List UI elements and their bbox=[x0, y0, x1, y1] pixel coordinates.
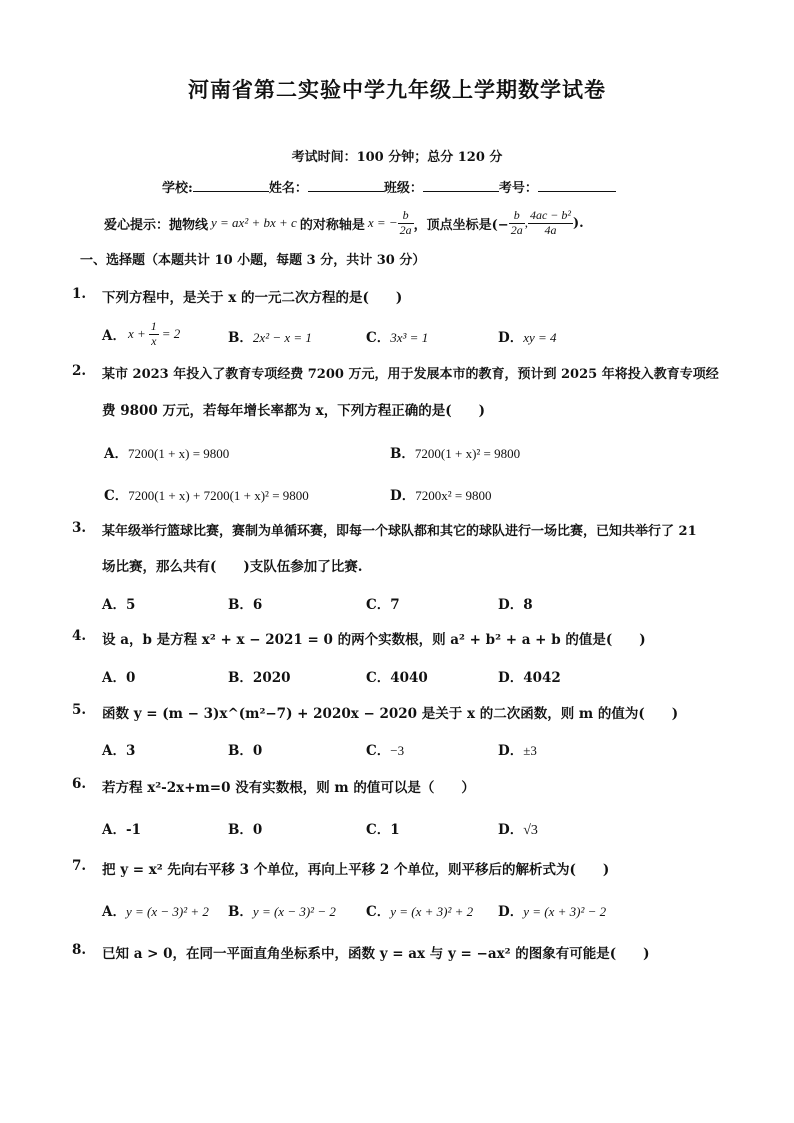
question-7-text: 把 y = x² 先向右平移 3 个单位，再向上平移 2 个单位，则平移后的解析式为( ) bbox=[102, 862, 610, 878]
school-label: 学校: bbox=[162, 181, 193, 196]
vx-den: 2a bbox=[510, 222, 523, 237]
option-math: y = (x − 3)² + 2 bbox=[125, 904, 209, 919]
option-math: xy = 4 bbox=[523, 330, 557, 345]
option-label: B． bbox=[228, 330, 253, 346]
option-math: 3x³ = 1 bbox=[390, 330, 429, 345]
axis-num: b bbox=[398, 209, 414, 223]
option-label: C． bbox=[366, 822, 391, 838]
q4-option-a[interactable] bbox=[102, 666, 135, 686]
option-value: -1 bbox=[125, 822, 141, 838]
option-label: A． bbox=[104, 446, 128, 462]
question-2-text-line-2: 费 9800 万元，若每年增长率都为 x，下列方程正确的是( ) bbox=[102, 403, 485, 419]
option-label: C． bbox=[366, 670, 391, 686]
axis-fraction bbox=[398, 209, 414, 236]
number-blank[interactable] bbox=[538, 179, 616, 192]
q6-option-d[interactable] bbox=[498, 818, 538, 839]
option-value: 4042 bbox=[523, 670, 561, 686]
question-1-number: 1. bbox=[72, 286, 87, 302]
option-label: A． bbox=[102, 743, 126, 759]
option-value: 5 bbox=[125, 597, 136, 613]
class-label: 班级： bbox=[383, 181, 423, 196]
option-label: D． bbox=[498, 670, 524, 686]
q2-option-d[interactable] bbox=[390, 484, 491, 504]
option-label: D． bbox=[498, 822, 524, 838]
q7-option-a[interactable] bbox=[102, 900, 209, 920]
option-label: B． bbox=[228, 904, 253, 920]
question-2-text-line-1: 某市 2023 年投入了教育专项经费 7200 万元，用于发展本市的教育，预计到 2025 年将投入教育专项经 bbox=[102, 367, 719, 382]
question-6-text: 若方程 x²-2x+m=0 没有实数根，则 m 的值可以是（ ） bbox=[102, 780, 475, 796]
axis-lhs: x = − bbox=[367, 215, 398, 230]
question-3-text-line-2: 场比赛，那么共有( )支队伍参加了比赛. bbox=[102, 559, 363, 575]
q5-option-b[interactable] bbox=[228, 739, 262, 759]
name-blank[interactable] bbox=[308, 179, 384, 192]
q3-option-a[interactable] bbox=[102, 593, 135, 613]
option-label: A． bbox=[102, 328, 126, 344]
question-2-number: 2. bbox=[72, 363, 87, 379]
frac-den: x bbox=[151, 333, 157, 348]
option-value: 3 bbox=[125, 743, 136, 759]
option-label: B． bbox=[228, 822, 253, 838]
question-6-number: 6. bbox=[72, 776, 87, 792]
q6-option-a[interactable] bbox=[102, 818, 141, 838]
option-value: 8 bbox=[523, 597, 533, 613]
q1-option-b[interactable] bbox=[228, 326, 312, 346]
q5-option-d[interactable] bbox=[498, 739, 537, 759]
option-value: 0 bbox=[252, 822, 263, 838]
option-math: x + bbox=[127, 326, 146, 341]
q3-option-c[interactable] bbox=[366, 593, 400, 613]
option-label: A． bbox=[102, 670, 126, 686]
question-4-text: 设 a，b 是方程 x² + x − 2021 = 0 的两个实数根，则 a² + b² + a + b 的值是( ) bbox=[102, 632, 646, 648]
class-blank[interactable] bbox=[423, 179, 499, 192]
question-3-text-line-1: 某年级举行篮球比赛，赛制为单循环赛，即每一个球队都和其它的球队进行一场比赛，已知共举行了 21 bbox=[102, 524, 697, 539]
option-label: D． bbox=[498, 330, 524, 346]
vertex-x-fraction bbox=[509, 209, 525, 236]
q4-option-c[interactable] bbox=[366, 666, 428, 686]
option-label: A． bbox=[102, 597, 126, 613]
q1-option-d[interactable] bbox=[498, 326, 557, 346]
q1-option-c[interactable] bbox=[366, 326, 428, 346]
option-label: B． bbox=[228, 743, 253, 759]
frac-num: 1 bbox=[150, 319, 157, 334]
option-label: C． bbox=[104, 488, 129, 504]
q6-option-b[interactable] bbox=[228, 818, 262, 838]
option-value: 0 bbox=[252, 743, 263, 759]
option-label: A． bbox=[102, 904, 126, 920]
option-label: D． bbox=[498, 743, 524, 759]
option-math: 7200(1 + x) = 9800 bbox=[127, 446, 230, 461]
option-math: y = (x + 3)² − 2 bbox=[523, 904, 607, 919]
option-label: D． bbox=[498, 597, 524, 613]
option-value: 1 bbox=[390, 822, 400, 838]
question-8-number: 8. bbox=[72, 942, 87, 958]
option-label: C． bbox=[366, 743, 391, 759]
hint-end: ). bbox=[572, 215, 584, 231]
option-math: y = (x + 3)² + 2 bbox=[390, 904, 474, 919]
option-label: A． bbox=[102, 822, 126, 838]
axis-den: 2a bbox=[399, 222, 412, 237]
hint-mid: 的对称轴是 bbox=[299, 217, 365, 233]
school-blank[interactable] bbox=[193, 179, 269, 192]
option-label: B． bbox=[228, 670, 253, 686]
option-value: −3 bbox=[390, 743, 405, 758]
q7-option-d[interactable] bbox=[498, 900, 606, 920]
q5-option-a[interactable] bbox=[102, 739, 135, 759]
option-math: 7200(1 + x) + 7200(1 + x)² = 9800 bbox=[128, 488, 309, 503]
option-fraction bbox=[149, 320, 159, 347]
option-value: ±3 bbox=[523, 743, 537, 758]
q7-option-c[interactable] bbox=[366, 900, 473, 920]
number-label: 考号： bbox=[498, 181, 538, 196]
option-value: 6 bbox=[252, 597, 263, 613]
option-label: C． bbox=[366, 330, 391, 346]
question-5-text: 函数 y = (m − 3)x^(m²−7) + 2020x − 2020 是关于 x 的二次函数，则 m 的值为( ) bbox=[102, 706, 679, 722]
q4-option-d[interactable] bbox=[498, 666, 561, 686]
option-math: = 2 bbox=[161, 326, 181, 341]
option-math: y = (x − 3)² − 2 bbox=[252, 904, 336, 919]
option-label: C． bbox=[366, 597, 391, 613]
question-7-number: 7. bbox=[72, 858, 87, 874]
option-math: 7200(1 + x)² = 9800 bbox=[414, 446, 521, 461]
q2-option-b[interactable] bbox=[390, 442, 520, 462]
option-label: B． bbox=[228, 597, 253, 613]
option-math: 2x² − x = 1 bbox=[252, 330, 312, 345]
question-8-text: 已知 a > 0，在同一平面直角坐标系中，函数 y = ax 与 y = −ax² 的图象有可能是( ) bbox=[102, 946, 650, 962]
name-label: 姓名： bbox=[268, 181, 308, 196]
q5-option-c[interactable] bbox=[366, 739, 404, 759]
exam-info: 考试时间：100 分钟；总分 120 分 bbox=[291, 150, 503, 165]
vy-num: 4ac − b² bbox=[529, 208, 571, 223]
q7-option-b[interactable] bbox=[228, 900, 336, 920]
hint-line bbox=[104, 205, 584, 241]
option-math: 7200x² = 9800 bbox=[415, 488, 492, 503]
page-title: 河南省第二实验中学九年级上学期数学试卷 bbox=[188, 77, 606, 102]
vx-num: b bbox=[509, 209, 525, 223]
option-value: 7 bbox=[390, 597, 400, 613]
option-value: 2020 bbox=[252, 670, 291, 686]
option-label: B． bbox=[390, 446, 415, 462]
q3-option-b[interactable] bbox=[228, 593, 262, 613]
student-info-fields bbox=[162, 177, 616, 196]
option-value: 0 bbox=[125, 670, 136, 686]
vertex-label: ，顶点坐标是(− bbox=[413, 217, 509, 233]
vy-den: 4a bbox=[544, 222, 557, 237]
q3-option-d[interactable] bbox=[498, 593, 533, 613]
section-heading: 一、选择题（本题共计 10 小题，每题 3 分，共计 30 分） bbox=[80, 253, 426, 268]
vertex-y-fraction bbox=[528, 209, 573, 236]
option-label: C． bbox=[366, 904, 391, 920]
vertex-comma: , bbox=[524, 215, 528, 230]
q4-option-b[interactable] bbox=[228, 666, 291, 686]
question-1-text: 下列方程中，是关于 x 的一元二次方程的是( ) bbox=[102, 290, 403, 306]
q6-option-c[interactable] bbox=[366, 818, 400, 838]
option-label: D． bbox=[390, 488, 416, 504]
q2-option-a[interactable] bbox=[104, 442, 229, 462]
question-5-number: 5. bbox=[72, 702, 87, 718]
option-value: 4040 bbox=[390, 670, 428, 686]
sqrt-value: √3 bbox=[523, 823, 538, 838]
question-4-number: 4. bbox=[72, 628, 87, 644]
question-3-number: 3. bbox=[72, 520, 87, 536]
q1-option-a[interactable] bbox=[102, 318, 180, 350]
hint-formula: y = ax² + bx + c bbox=[211, 215, 297, 230]
option-label: D． bbox=[498, 904, 524, 920]
hint-prefix: 爱心提示：抛物线 bbox=[104, 217, 209, 233]
q2-option-c[interactable] bbox=[104, 484, 309, 504]
